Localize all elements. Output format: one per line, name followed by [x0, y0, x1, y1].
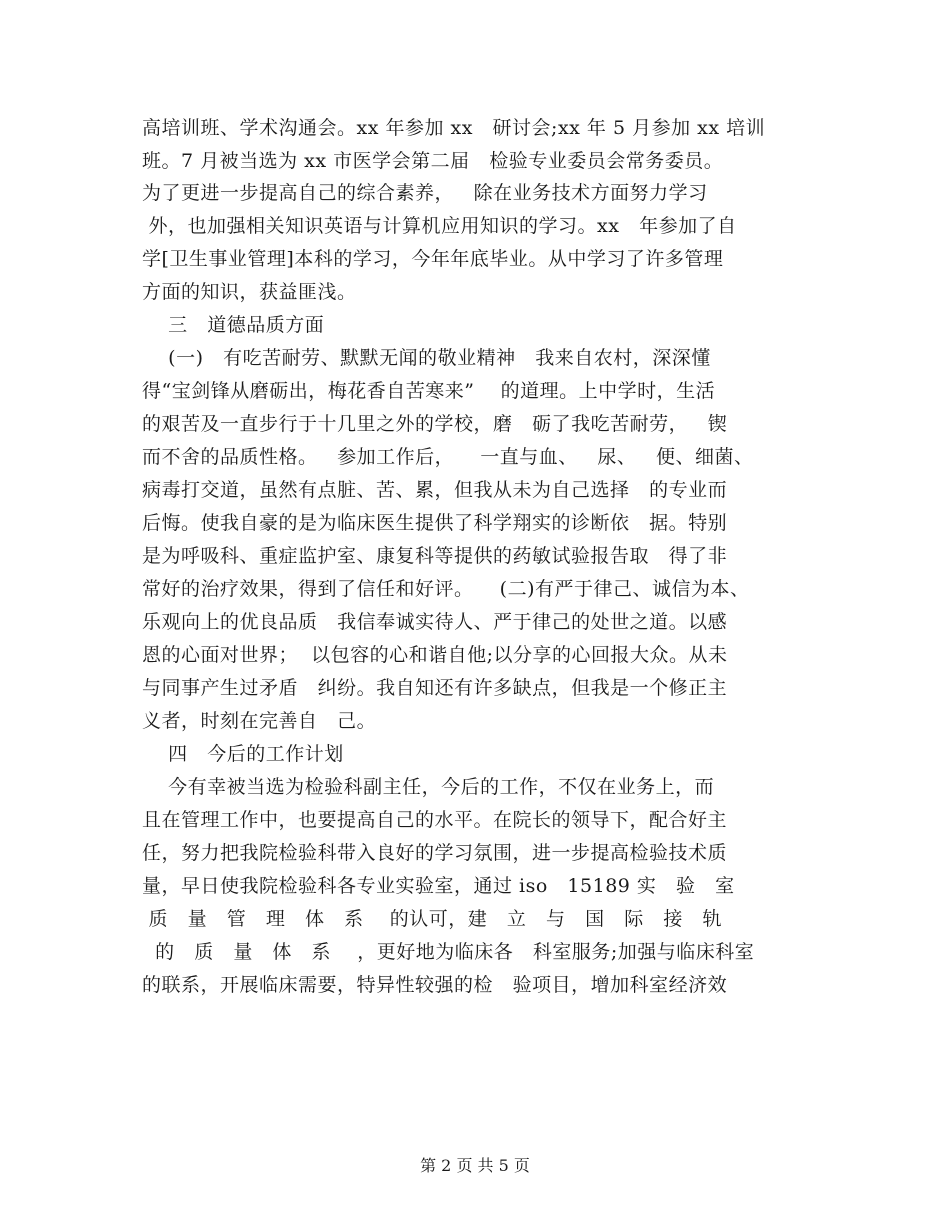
section-heading: 四 今后的工作计划: [142, 743, 344, 765]
text-line: 任，努力把我院检验科带入良好的学习氛围，进一步提高检验技术质: [142, 842, 728, 864]
text-line: 义者，时刻在完善自 己。: [142, 710, 377, 732]
text-line: 后悔。使我自豪的是为临床医生提供了科学翔实的诊断依 据。特别: [142, 512, 728, 534]
text-line: 质 量 管 理 体 系 的认可，建 立 与 国 际 接 轨: [142, 908, 723, 930]
text-line: 病毒打交道，虽然有点脏、苦、累，但我从未为自己选择 的专业而: [142, 479, 728, 501]
text-line: 常好的治疗效果，得到了信任和好评。 (二)有严于律己、诚信为本、: [142, 578, 750, 600]
text-line: (一) 有吃苦耐劳、默默无闻的敬业精神 我来自农村，深深懂: [142, 347, 711, 369]
text-line: 班。7 月被当选为 xx 市医学会第二届 检验专业委员会常务委员。: [142, 150, 724, 172]
text-line: 且在管理工作中，也要提高自己的水平。在院长的领导下，配合好主: [142, 809, 728, 831]
text-line: 而不舍的品质性格。 参加工作后， 一直与血、 尿、 便、细菌、: [142, 446, 754, 468]
text-line: 量，早日使我院检验科各专业实验室，通过 iso 15189 实 验 室: [142, 875, 735, 897]
page-footer: 第 2 页 共 5 页: [420, 1156, 530, 1175]
text-line: 外，也加强相关知识英语与计算机应用知识的学习。xx 年参加了自: [142, 215, 737, 237]
section-heading: 三 道德品质方面: [142, 314, 325, 336]
text-line: 高培训班、学术沟通会。xx 年参加 xx 研讨会;xx 年 5 月参加 xx 培训: [142, 117, 766, 139]
text-line: 与同事产生过矛盾 纠纷。我自知还有许多缺点，但我是一个修正主: [142, 677, 728, 699]
text-line: 为了更进一步提高自己的综合素养， 除在业务技术方面努力学习: [142, 182, 708, 204]
text-line: 乐观向上的优良品质 我信奉诚实待人、严于律己的处世之道。以感: [142, 611, 728, 633]
text-line: 方面的知识，获益匪浅。: [142, 281, 357, 303]
text-line: 是为呼吸科、重症监护室、康复科等提供的药敏试验报告取 得了非: [142, 545, 728, 567]
text-line: 学[卫生事业管理]本科的学习，今年年底毕业。从中学习了许多管理: [142, 248, 724, 270]
text-line: 恩的心面对世界； 以包容的心和谐自他;以分享的心回报大众。从未: [142, 644, 728, 666]
text-line: 的联系，开展临床需要，特异性较强的检 验项目，增加科室经济效: [142, 974, 728, 996]
text-line: 的艰苦及一直步行于十几里之外的学校，磨 砺了我吃苦耐劳， 锲: [142, 413, 728, 435]
text-line: 今有幸被当选为检验科副主任，今后的工作，不仅在业务上，而: [142, 776, 715, 798]
text-line: 的 质 量 体 系 ，更好地为临床各 科室服务;加强与临床科室: [142, 941, 755, 963]
text-line: 得“宝剑锋从磨砺出，梅花香自苦寒来” 的道理。上中学时，生活: [142, 380, 716, 402]
